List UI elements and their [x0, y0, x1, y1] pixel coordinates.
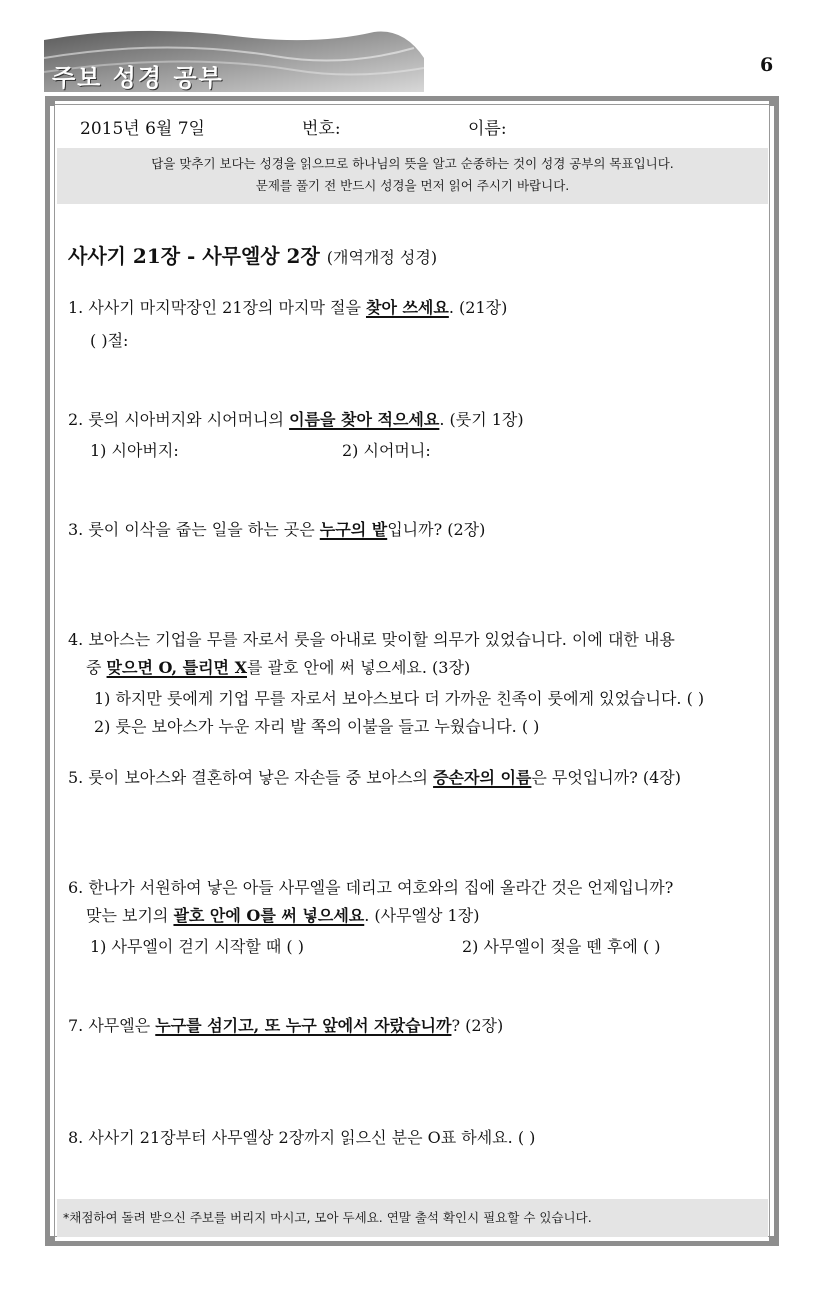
section-title-text: 사사기 21장 - 사무엘상 2장	[68, 244, 320, 268]
option-1: 1) 사무엘이 걷기 시작할 때 ( )	[90, 937, 304, 956]
question-emphasis: 괄호 안에 O를 써 넣으세요	[173, 906, 365, 925]
corner-mark	[769, 1236, 779, 1246]
question-text: 1. 사사기 마지막장인 21장의 마지막 절을	[68, 298, 366, 317]
question-text: . (21장)	[448, 298, 508, 317]
question-emphasis: 누구를 섬기고, 또 누구 앞에서 자랐습니까	[155, 1016, 452, 1035]
corner-mark	[45, 1236, 55, 1246]
question-text: 은 무엇입니까? (4장)	[531, 768, 681, 787]
question-1	[68, 296, 507, 320]
question-text: . (룻기 1장)	[439, 410, 524, 429]
statement-2: 2) 룻은 보아스가 누운 자리 발 쪽의 이불을 들고 누웠습니다. ( )	[94, 717, 540, 736]
question-2	[68, 408, 524, 432]
question-text: 3. 룻이 이삭을 줍는 일을 하는 곳은	[68, 520, 320, 539]
question-text: 입니까? (2장)	[387, 520, 486, 539]
question-6	[68, 876, 673, 900]
notice-line: 답을 맞추기 보다는 성경을 읽으므로 하나님의 뜻을 알고 순종하는 것이 성경 공부의 목표입니다.	[151, 156, 674, 171]
number-label: 번호:	[302, 119, 341, 139]
question-text: 중	[86, 658, 107, 677]
banner-title: 주보 성경 공부	[52, 64, 224, 92]
question-6-line2	[86, 904, 479, 928]
question-text: 7. 사무엘은	[68, 1016, 156, 1035]
answer-father-in-law: 1) 시아버지:	[90, 441, 179, 460]
question-emphasis: 찾아 쓰세요	[365, 298, 449, 317]
question-text: ? (2장)	[451, 1016, 504, 1035]
question-text: 8. 사사기 21장부터 사무엘상 2장까지 읽으신 분은 O표 하세요. ( )	[68, 1128, 536, 1147]
question-text: 4. 보아스는 기업을 무를 자로서 룻을 아내로 맞이할 의무가 있었습니다. 이에 대한 내용	[68, 630, 675, 649]
statement-1: 1) 하지만 룻에게 기업 무를 자로서 보아스보다 더 가까운 친족이 룻에게 있었습니다. ( )	[94, 689, 705, 708]
section-title	[68, 240, 437, 269]
question-8	[68, 1126, 535, 1150]
answer-line-1: ( )절:	[90, 331, 129, 350]
option-2: 2) 사무엘이 젖을 뗀 후에 ( )	[462, 937, 661, 956]
question-5	[68, 766, 681, 790]
answer-mother-in-law: 2) 시어머니:	[342, 441, 431, 460]
question-text: 를 괄호 안에 써 넣으세요. (3장)	[246, 658, 471, 677]
question-3	[68, 518, 485, 542]
footer-note: *채점하여 돌려 받으신 주보를 버리지 마시고, 모아 두세요. 연말 출석 확인시 필요할 수 있습니다.	[57, 1199, 768, 1237]
date-label: 2015년 6월 7일	[80, 119, 205, 139]
question-4	[68, 628, 675, 652]
question-emphasis: 증손자의 이름	[433, 768, 532, 787]
question-emphasis: 맞으면 O, 틀리면 X	[106, 658, 247, 677]
name-label: 이름:	[468, 119, 507, 139]
page-number: 6	[760, 54, 774, 76]
question-4-line2	[86, 656, 470, 680]
question-text: 맞는 보기의	[86, 906, 174, 925]
instruction-notice	[57, 148, 768, 204]
corner-mark	[769, 96, 779, 106]
section-subtitle: (개역개정 성경)	[326, 248, 438, 267]
question-text: 2. 룻의 시아버지와 시어머니의	[68, 410, 290, 429]
question-emphasis: 이름을 찾아 적으세요	[289, 410, 440, 429]
question-text: 5. 룻이 보아스와 결혼하여 낳은 자손들 중 보아스의	[68, 768, 434, 787]
question-emphasis: 누구의 밭	[319, 520, 388, 539]
question-text: . (사무엘상 1장)	[364, 906, 480, 925]
question-text: 6. 한나가 서원하여 낳은 아들 사무엘을 데리고 여호와의 집에 올라간 것은 언제입니까?	[68, 878, 674, 897]
notice-line: 문제를 풀기 전 반드시 성경을 먼저 읽어 주시기 바랍니다.	[255, 178, 570, 193]
question-7	[68, 1014, 503, 1038]
corner-mark	[45, 96, 55, 106]
